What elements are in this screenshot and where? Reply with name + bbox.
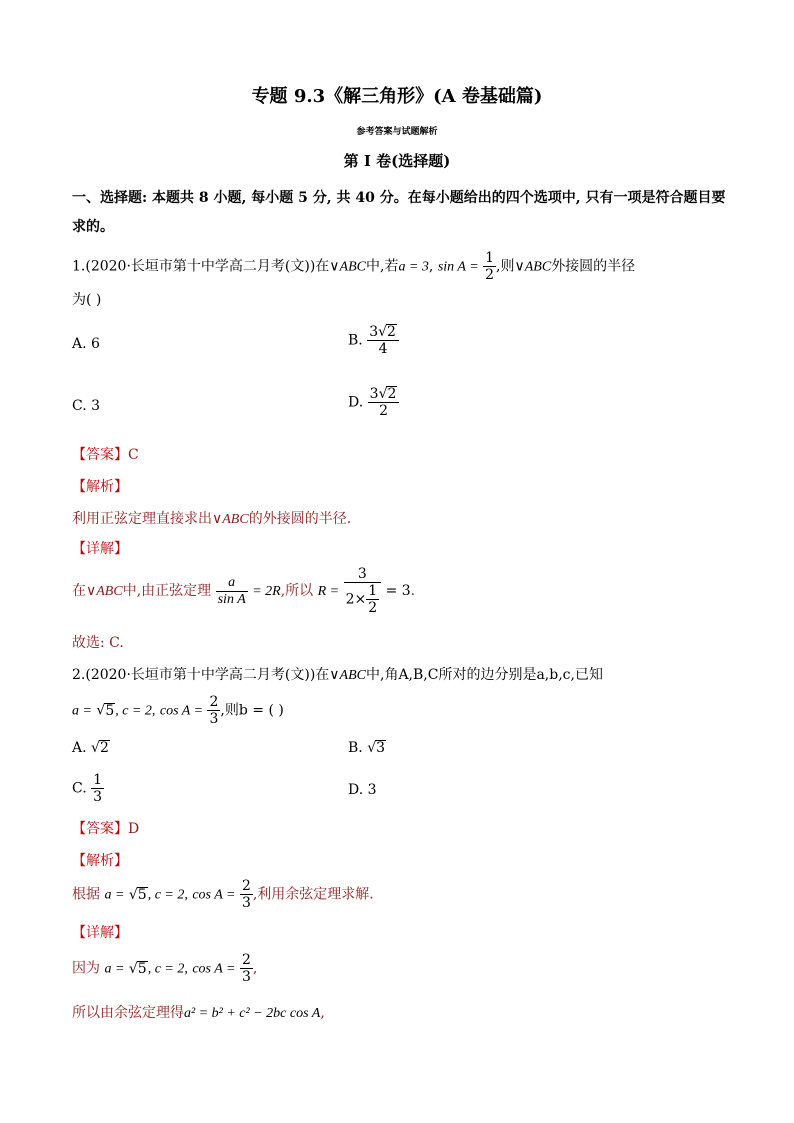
- q1-stem-line2: 为( ): [72, 292, 102, 308]
- page-subtitle: 参考答案与试题解析: [356, 127, 438, 137]
- q1-detail-label: 【详解】: [72, 541, 128, 557]
- q1-detail-text: 在∨ABC中,由正弦定理 $\frac{a}{\text{sin A}}$ = 2R,所以 R = 3 2× $\frac{1}{2}$ = 3.: [72, 566, 416, 616]
- q2-option-a: A. √2: [72, 740, 109, 756]
- q2-detail-label: 【详解】: [72, 925, 128, 941]
- q1-answer: 【答案】C: [72, 447, 139, 463]
- q1-option-d: D. $\frac{3√2}{2}$: [348, 386, 399, 419]
- page-title: 专题 9.3《解三角形》(A 卷基础篇): [251, 86, 543, 107]
- q2-analysis-label: 【解析】: [72, 853, 128, 869]
- q2-stem-line1: 2.(2020·长垣市第十中学高二月考(文))在∨ABC中,角A,B,C所对的边分别是a,b,c,已知: [72, 667, 603, 683]
- q2-answer: 【答案】D: [72, 821, 140, 837]
- q1-choose: 故选: C.: [72, 635, 124, 651]
- q2-law-line: 所以由余弦定理得a² = b² + c² − 2bc cos A,: [72, 1005, 325, 1021]
- q2-option-d: D. 3: [348, 782, 377, 798]
- q1-option-b: B. $\frac{3√2}{4}$: [348, 324, 399, 357]
- q2-detail-text: 因为 a = √5, c = 2, cos A = $\frac{2}{3}$ ,: [72, 952, 258, 985]
- q1-analysis-text: 利用正弦定理直接求出∨ABC的外接圆的半径.: [72, 511, 352, 527]
- q1-option-c: C. 3: [72, 398, 101, 414]
- q1-stem-line1: 1.(2020·长垣市第十中学高二月考(文))在∨ABC中,若a = 3, sin A = $\frac{1}{2}$ ,则∨ABC外接圆的半径: [72, 250, 636, 283]
- q2-stem-line2: a = √5, c = 2, cos A = $\frac{2}{3}$ ,则b = ( ): [72, 694, 284, 727]
- section-heading: 第 I 卷(选择题): [343, 152, 451, 170]
- q1-sin-fraction: $\frac{1}{2}$: [485, 250, 495, 283]
- q2-option-c: C. $\frac{1}{3}$: [72, 772, 103, 805]
- q2-analysis-text: 根据 a = √5, c = 2, cos A = $\frac{2}{3}$ ,利用余弦定理求解.: [72, 878, 374, 911]
- instructions: 一、选择题: 本题共 8 小题, 每小题 5 分, 共 40 分。在每小题给出的四个选项中, 只有一项是符合题目要求的。: [72, 190, 726, 235]
- q1-option-a: A. 6: [72, 336, 100, 352]
- q1-analysis-label: 【解析】: [72, 479, 128, 495]
- q2-option-b: B. √3: [348, 740, 386, 756]
